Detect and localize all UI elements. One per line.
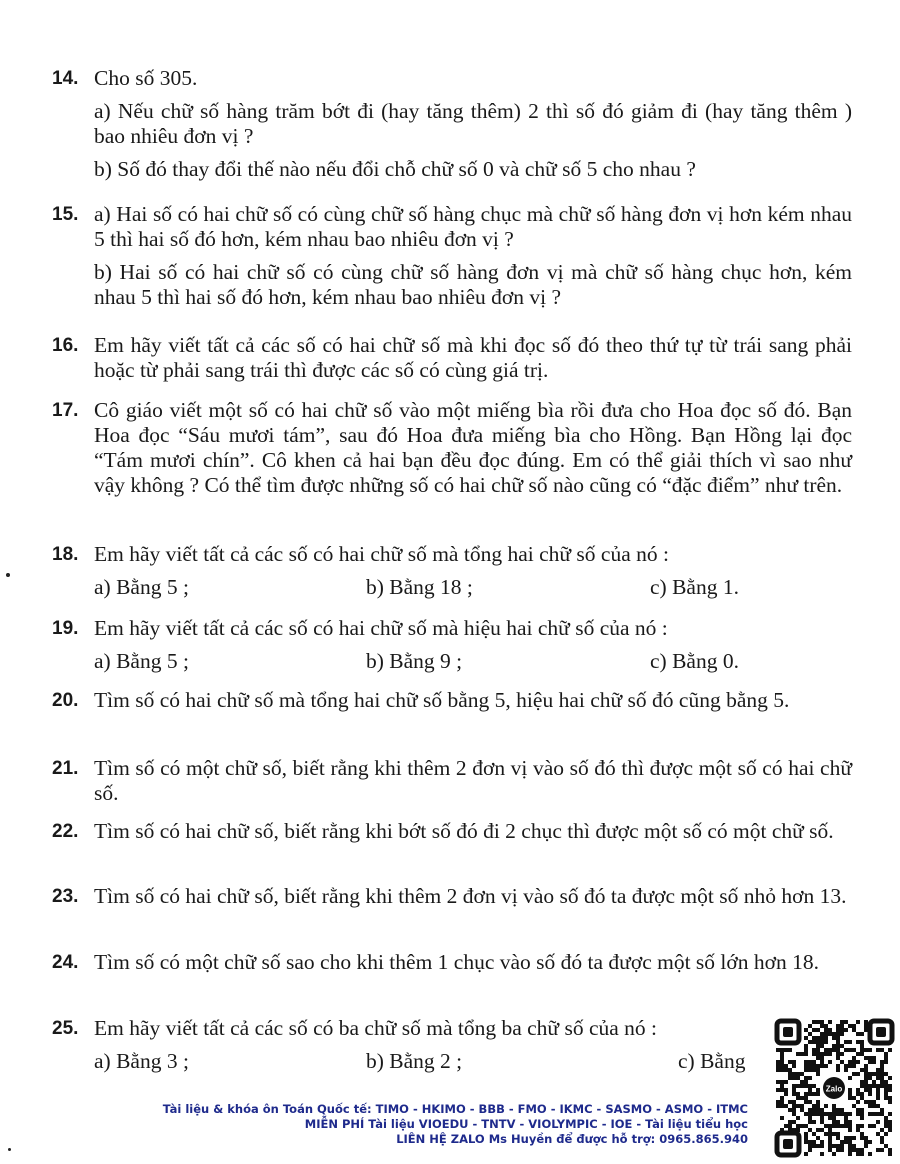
problem-20	[52, 688, 852, 713]
option-b: b) Bằng 2 ;	[366, 1049, 463, 1073]
option-c: c) Bằng 1.	[650, 575, 739, 599]
zalo-qr-code[interactable]	[774, 1018, 895, 1158]
problem-number: 21.	[52, 758, 79, 779]
problem-number: 24.	[52, 952, 79, 973]
problem-text: Tìm số có một chữ số sao cho khi thêm 1 chục vào số đó ta được một số lớn hơn 18.	[94, 950, 820, 974]
problem-text: Cho số 305.	[94, 66, 198, 90]
problem-24	[52, 950, 852, 975]
option-a: a) Bằng 3 ;	[94, 1049, 189, 1073]
problem-18	[52, 542, 852, 600]
footer-promo	[163, 1102, 748, 1147]
answer-options	[94, 649, 852, 674]
problem-text: Tìm số có một chữ số, biết rằng khi thêm 2 đơn vị vào số đó thì được một số có hai chữ số.	[94, 756, 852, 805]
problem-23	[52, 884, 852, 909]
option-c: c) Bằng 0.	[650, 649, 739, 673]
problem-22	[52, 819, 852, 844]
option-a: a) Bằng 5 ;	[94, 575, 189, 599]
problem-text: Em hãy viết tất cả các số có ba chữ số mà tổng ba chữ số của nó :	[94, 1016, 658, 1040]
answer-options	[94, 575, 852, 600]
problem-text: Em hãy viết tất cả các số có hai chữ số mà khi đọc số đó theo thứ tự từ trái sang phải hoặc từ phải sang trái thì được các số có cùng giá trị.	[94, 333, 852, 382]
problem-part-b: b) Số đó thay đổi thế nào nếu đổi chỗ chữ số 0 và chữ số 5 cho nhau ?	[94, 157, 696, 181]
problem-number: 14.	[52, 68, 79, 89]
problem-text: Tìm số có hai chữ số mà tổng hai chữ số bằng 5, hiệu hai chữ số đó cũng bằng 5.	[94, 688, 790, 712]
problem-number: 20.	[52, 690, 79, 711]
problem-16	[52, 333, 852, 383]
option-b: b) Bằng 9 ;	[366, 649, 463, 673]
scan-dot	[6, 573, 10, 577]
problem-text: Tìm số có hai chữ số, biết rằng khi bớt số đó đi 2 chục thì được một số có một chữ số.	[94, 819, 834, 843]
footer-line-1: Tài liệu & khóa ôn Toán Quốc tế: TIMO - HKIMO - BBB - FMO - IKMC - SASMO - ASMO - ITMC	[162, 1102, 748, 1116]
problem-number: 17.	[52, 400, 79, 421]
problem-number: 18.	[52, 544, 79, 565]
problem-25	[52, 1016, 852, 1074]
problem-17	[52, 398, 852, 498]
problem-number: 22.	[52, 821, 79, 842]
problem-number: 16.	[52, 335, 79, 356]
answer-options	[94, 1049, 852, 1074]
option-a: a) Bằng 5 ;	[94, 649, 189, 673]
problem-14	[52, 66, 852, 182]
problem-21	[52, 756, 852, 806]
problem-number: 15.	[52, 204, 79, 225]
problem-15	[52, 202, 852, 310]
problem-part-b: b) Hai số có hai chữ số có cùng chữ số hàng đơn vị mà chữ số hàng chục hơn, kém nhau 5 thì hai số đó hơn, kém nhau bao nhiêu đơn vị ?	[94, 260, 852, 309]
footer-line-2: MIỄN PHÍ Tài liệu VIOEDU - TNTV - VIOLYMPIC - IOE - Tài liệu tiểu học	[304, 1117, 748, 1131]
footer-line-3: LIÊN HỆ ZALO Ms Huyền để được hỗ trợ: 0965.865.940	[396, 1132, 748, 1146]
problem-part-a: a) Nếu chữ số hàng trăm bớt đi (hay tăng thêm) 2 thì số đó giảm đi (hay tăng thêm ) bao nhiêu đơn vị ?	[94, 99, 852, 148]
option-b: b) Bằng 18 ;	[366, 575, 473, 599]
problem-number: 23.	[52, 886, 79, 907]
problem-text: Em hãy viết tất cả các số có hai chữ số mà hiệu hai chữ số của nó :	[94, 616, 668, 640]
scan-dot	[8, 1148, 11, 1151]
problem-text: Cô giáo viết một số có hai chữ số vào một miếng bìa rồi đưa cho Hoa đọc số đó. Bạn Hoa đọc “Sáu mươi tám”, sau đó Hoa đưa miếng bìa cho Hồng. Bạn Hồng lại đọc “Tám mươi chín”. Cô khen cả hai bạn đều đọc đúng. Em có thể giải thích vì sao như vậy không ? Có thể tìm được những số có hai chữ số nào cũng có “đặc điểm” như trên.	[94, 398, 852, 497]
problem-text: Em hãy viết tất cả các số có hai chữ số mà tổng hai chữ số của nó :	[94, 542, 669, 566]
zalo-logo-label: Zalo	[825, 1084, 843, 1094]
problem-number: 19.	[52, 618, 79, 639]
problem-19	[52, 616, 852, 674]
problem-part-a: a) Hai số có hai chữ số có cùng chữ số hàng chục mà chữ số hàng đơn vị hơn kém nhau 5 thì hai số đó hơn, kém nhau bao nhiêu đơn vị ?	[94, 202, 852, 251]
problem-number: 25.	[52, 1018, 79, 1039]
qr-code-image	[774, 1018, 895, 1158]
problem-text: Tìm số có hai chữ số, biết rằng khi thêm 2 đơn vị vào số đó ta được một số nhỏ hơn 13.	[94, 884, 847, 908]
option-c: c) Bằng	[678, 1049, 746, 1073]
